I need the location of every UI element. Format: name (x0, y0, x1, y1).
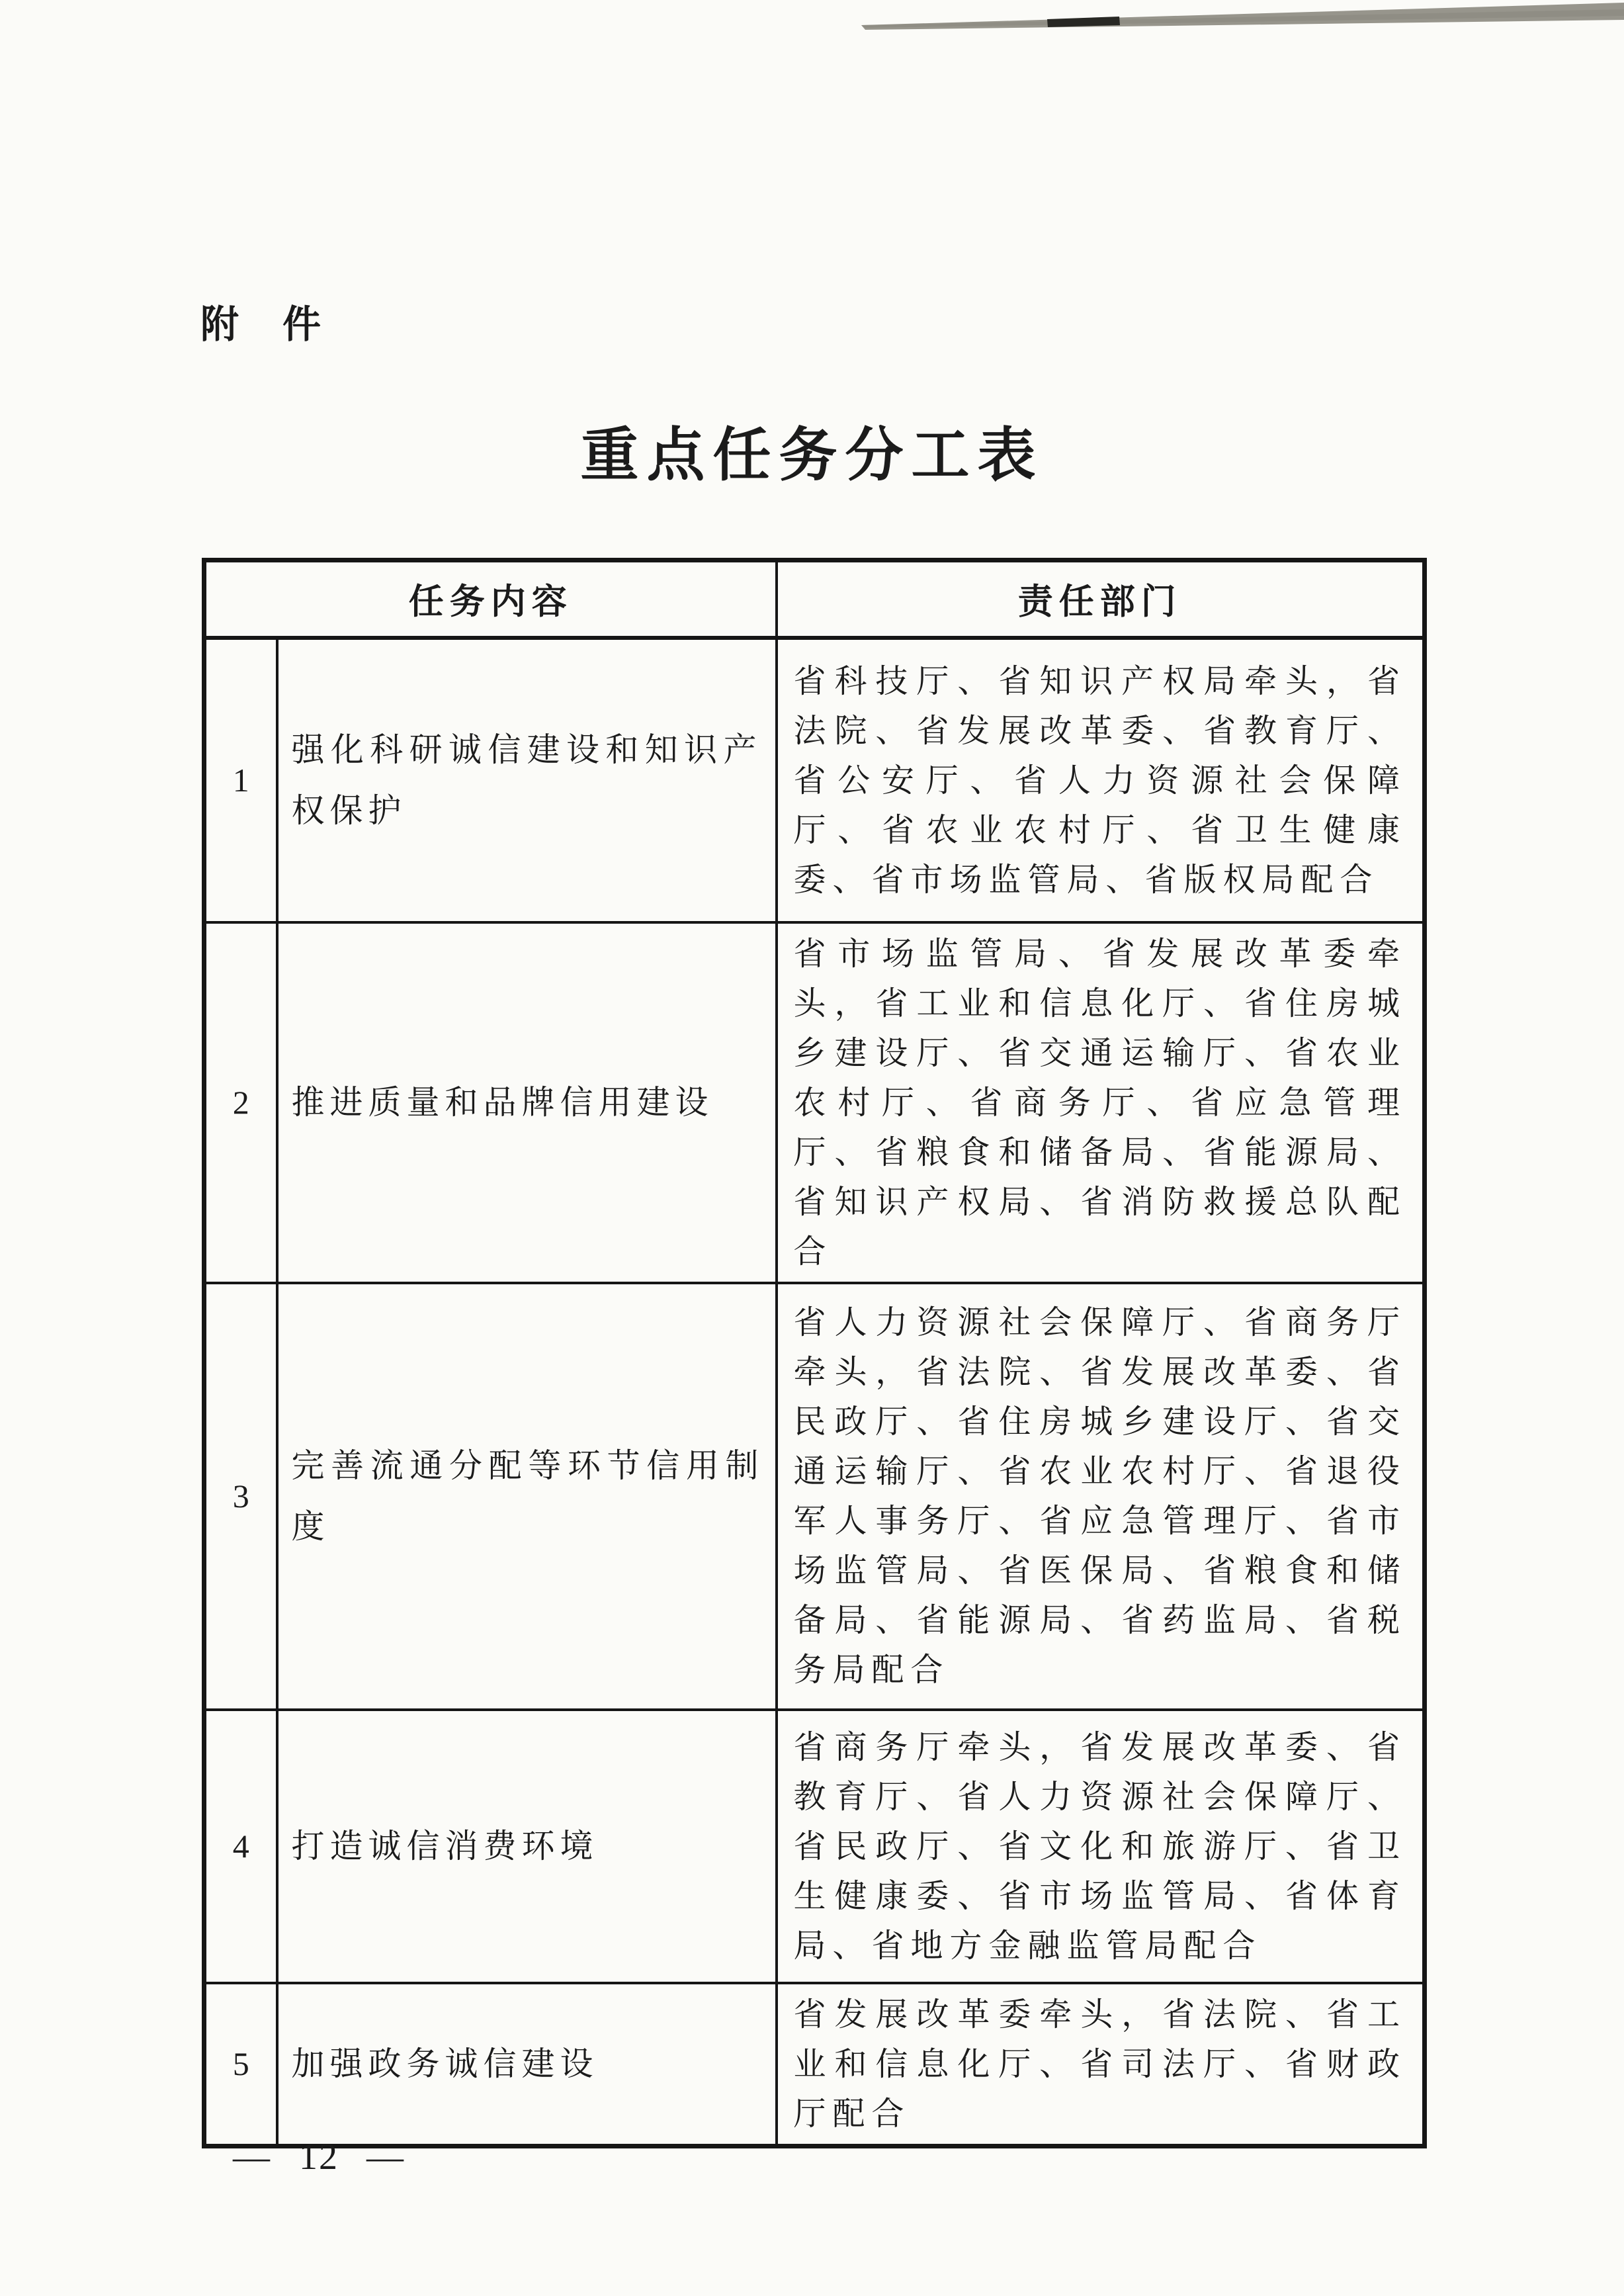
row-number: 5 (204, 1983, 277, 2146)
row-number: 1 (204, 638, 277, 922)
task-cell: 强化科研诚信建设和知识产权保护 (277, 638, 777, 922)
table-row (204, 922, 1425, 1283)
task-cell: 推进质量和品牌信用建设 (277, 922, 777, 1283)
header-responsible-department: 责任部门 (777, 560, 1425, 638)
row-number: 2 (204, 922, 277, 1283)
department-cell: 省发展改革委牵头，省法院、省工业和信息化厅、省司法厅、省财政厅配合 (777, 1983, 1425, 2146)
task-division-table (202, 558, 1427, 2148)
row-number: 4 (204, 1710, 277, 1983)
task-cell: 加强政务诚信建设 (277, 1983, 777, 2146)
table-row (204, 1983, 1425, 2146)
table-row (204, 638, 1425, 922)
table-row (204, 1710, 1425, 1983)
department-cell: 省科技厅、省知识产权局牵头，省法院、省发展改革委、省教育厅、省公安厅、省人力资源社会保障厅、省农业农村厅、省卫生健康委、省市场监管局、省版权局配合 (777, 638, 1425, 922)
scan-edge-artifact (0, 0, 1624, 46)
department-cell: 省商务厅牵头，省发展改革委、省教育厅、省人力资源社会保障厅、省民政厅、省文化和旅游厅、省卫生健康委、省市场监管局、省体育局、省地方金融监管局配合 (777, 1710, 1425, 1983)
table-header-row (204, 560, 1425, 638)
department-cell: 省市场监管局、省发展改革委牵头，省工业和信息化厅、省住房城乡建设厅、省交通运输厅、省农业农村厅、省商务厅、省应急管理厅、省粮食和储备局、省能源局、省知识产权局、省消防救援总队配合 (777, 922, 1425, 1283)
row-number: 3 (204, 1283, 277, 1710)
department-cell: 省人力资源社会保障厅、省商务厅牵头，省法院、省发展改革委、省民政厅、省住房城乡建设厅、省交通运输厅、省农业农村厅、省退役军人事务厅、省应急管理厅、省市场监管局、省医保局、省粮食和储备局、省能源局、省药监局、省税务局配合 (777, 1283, 1425, 1710)
header-task-content: 任务内容 (204, 560, 777, 638)
task-cell: 打造诚信消费环境 (277, 1710, 777, 1983)
attachment-label: 附 件 (200, 303, 324, 346)
page-title: 重点任务分工表 (580, 424, 1044, 488)
page-number: — 12 — (233, 2137, 405, 2178)
task-cell: 完善流通分配等环节信用制度 (277, 1283, 777, 1710)
table-row (204, 1283, 1425, 1710)
